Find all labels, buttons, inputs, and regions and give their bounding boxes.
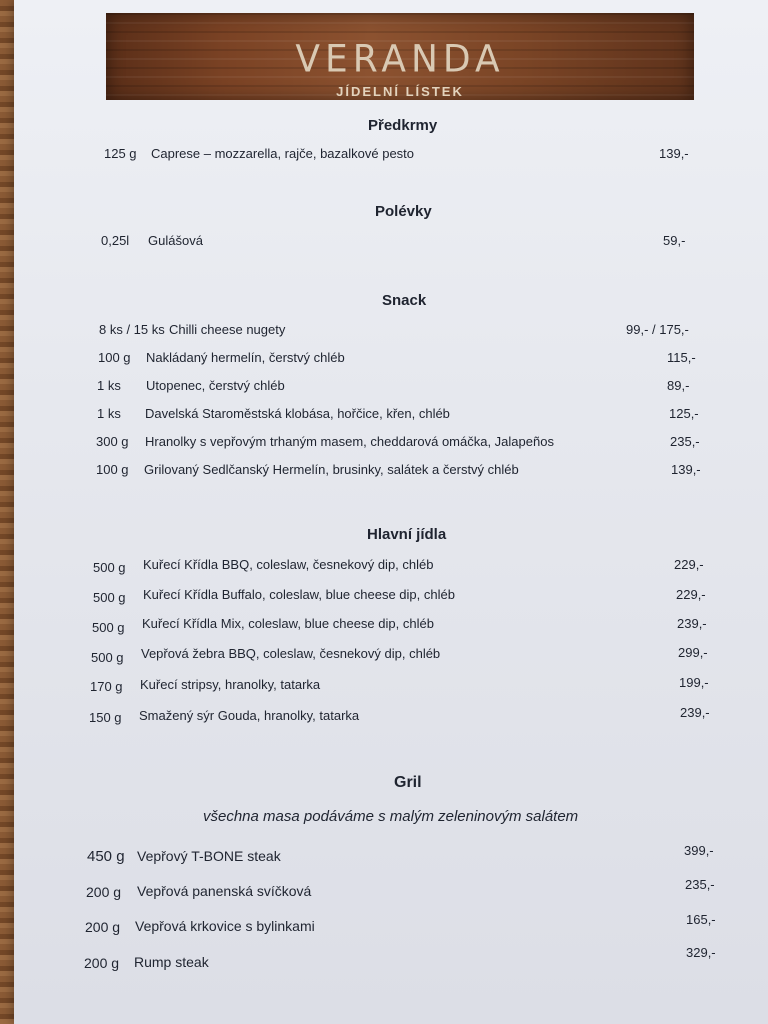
item-price: 239,- <box>680 705 710 720</box>
item-price: 165,- <box>686 912 716 927</box>
item-qty: 200 g <box>85 919 121 935</box>
item-price: 115,- <box>667 350 696 365</box>
menu-banner <box>106 13 694 100</box>
item-name: Gulášová <box>148 233 203 248</box>
item-qty: 200 g <box>84 955 120 971</box>
item-qty: 170 g <box>90 679 123 694</box>
section-title-polevky: Polévky <box>375 203 432 220</box>
item-qty: 0,25l <box>101 233 130 248</box>
item-price: 329,- <box>686 945 716 960</box>
item-name: Grilovaný Sedlčanský Hermelín, brusinky, salátek a čerstvý chléb <box>144 462 519 477</box>
item-price: 239,- <box>677 616 707 631</box>
item-price: 89,- <box>667 378 690 393</box>
item-qty: 500 g <box>93 560 126 575</box>
item-price: 199,- <box>679 675 709 690</box>
wood-table-edge <box>0 0 14 1024</box>
item-price: 59,- <box>663 233 686 248</box>
section-title-gril: Gril <box>394 774 422 791</box>
item-qty: 100 g <box>96 462 129 477</box>
item-name: Kuřecí Křídla BBQ, coleslaw, česnekový dip, chléb <box>143 557 434 572</box>
item-qty: 8 ks / 15 ks <box>99 322 165 337</box>
item-price: 229,- <box>674 557 704 572</box>
item-qty: 500 g <box>92 620 125 635</box>
item-price: 139,- <box>659 146 689 161</box>
item-price: 299,- <box>678 645 708 660</box>
item-price: 99,- / 175,- <box>626 322 689 337</box>
item-name: Vepřová panenská svíčková <box>137 883 312 899</box>
item-name: Hranolky s vepřovým trhaným masem, cheddarová omáčka, Jalapeños <box>145 434 554 449</box>
item-qty: 300 g <box>96 434 129 449</box>
item-price: 139,- <box>671 462 701 477</box>
item-name: Kuřecí Křídla Buffalo, coleslaw, blue cheese dip, chléb <box>143 587 455 602</box>
item-name: Kuřecí stripsy, hranolky, tatarka <box>140 677 321 692</box>
item-qty: 500 g <box>93 590 126 605</box>
item-name: Davelská Staroměstská klobása, hořčice, křen, chléb <box>145 406 450 421</box>
item-qty: 500 g <box>91 650 124 665</box>
restaurant-name: VERANDA <box>295 37 505 82</box>
item-name: Chilli cheese nugety <box>169 322 286 337</box>
item-qty: 125 g <box>104 146 137 161</box>
section-title-predkrmy: Předkrmy <box>368 117 438 134</box>
item-name: Kuřecí Křídla Mix, coleslaw, blue cheese dip, chléb <box>142 616 434 631</box>
item-name: Vepřová krkovice s bylinkami <box>135 918 315 934</box>
item-qty: 200 g <box>86 884 122 900</box>
menu-subtitle: JÍDELNÍ LÍSTEK <box>336 84 464 99</box>
item-name: Rump steak <box>134 954 209 970</box>
gril-note: všechna masa podáváme s malým zeleninovým salátem <box>203 808 579 825</box>
item-name: Caprese – mozzarella, rajče, bazalkové pesto <box>151 146 415 161</box>
item-qty: 100 g <box>98 350 131 365</box>
item-qty: 1 ks <box>97 378 121 393</box>
item-price: 235,- <box>670 434 700 449</box>
section-title-snack: Snack <box>382 292 427 309</box>
item-qty: 150 g <box>89 710 122 725</box>
item-qty: 1 ks <box>97 406 121 421</box>
item-name: Vepřová žebra BBQ, coleslaw, česnekový dip, chléb <box>141 646 441 661</box>
item-price: 229,- <box>676 587 706 602</box>
item-name: Utopenec, čerstvý chléb <box>146 378 285 393</box>
item-price: 125,- <box>669 406 699 421</box>
item-name: Vepřový T-BONE steak <box>137 848 281 864</box>
item-qty: 450 g <box>87 848 125 865</box>
item-name: Nakládaný hermelín, čerstvý chléb <box>146 350 345 365</box>
item-name: Smažený sýr Gouda, hranolky, tatarka <box>139 708 360 723</box>
item-price: 399,- <box>684 843 714 858</box>
item-price: 235,- <box>685 877 715 892</box>
section-title-hlavni-jidla: Hlavní jídla <box>367 526 447 543</box>
